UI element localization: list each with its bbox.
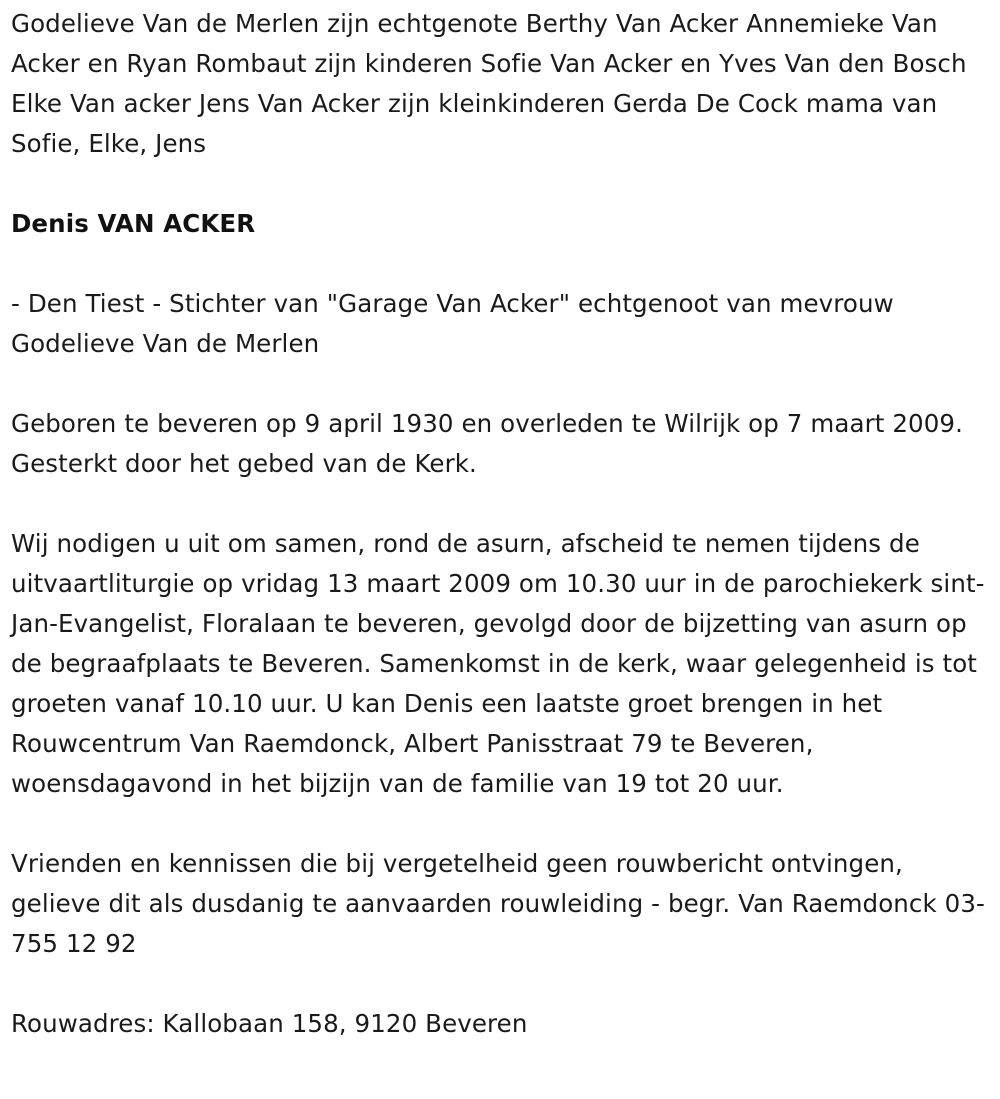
obituary-document <box>11 4 986 1044</box>
deceased-name-heading: Denis VAN ACKER <box>11 209 256 238</box>
funeral-info-paragraph: Wij nodigen u uit om samen, rond de asurn, afscheid te nemen tijdens de uitvaartliturgie op vridag 13 maart 2009 om 10.30 uur in de parochiekerk sint-Jan-Evangelist, Floralaan te beveren, gevolgd door de bijzetting van asurn op de begraafplaats te Beveren. Samenkomst in de kerk, waar gelegenheid is tot groeten vanaf 10.10 uur. U kan Denis een laatste groet brengen in het Rouwcentrum Van Raemdonck, Albert Panisstraat 79 te Beveren, woensdagavond in het bijzijn van de familie van 19 tot 20 uur. <box>11 529 985 798</box>
family-intro-paragraph: Godelieve Van de Merlen zijn echtgenote Berthy Van Acker Annemieke Van Acker en Ryan Rombaut zijn kinderen Sofie Van Acker en Yves Van den Bosch Elke Van acker Jens Van Acker zijn kleinkinderen Gerda De Cock mama van Sofie, Elke, Jens <box>11 9 967 158</box>
birth-death-paragraph: Geboren te beveren op 9 april 1930 en overleden te Wilrijk op 7 maart 2009. Gesterkt door het gebed van de Kerk. <box>11 409 963 478</box>
description-paragraph: - Den Tiest - Stichter van "Garage Van Acker" echtgenoot van mevrouw Godelieve Van de Merlen <box>11 289 894 358</box>
notice-paragraph: Vrienden en kennissen die bij vergetelheid geen rouwbericht ontvingen, gelieve dit als dusdanig te aanvaarden rouwleiding - begr. Van Raemdonck 03-755 12 92 <box>11 849 985 958</box>
address-paragraph: Rouwadres: Kallobaan 158, 9120 Beveren <box>11 1009 528 1038</box>
